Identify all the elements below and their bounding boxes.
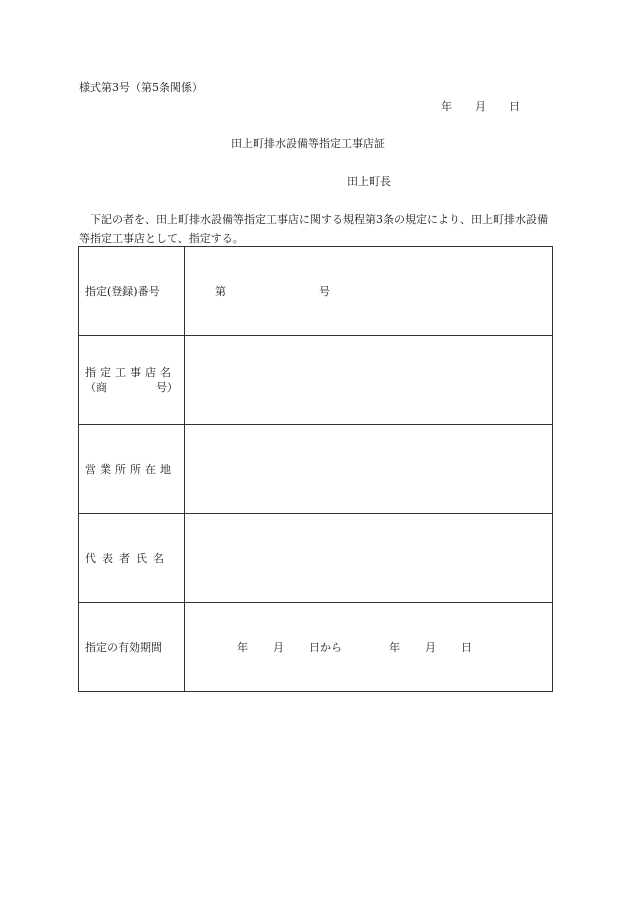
table-row-office-address xyxy=(79,425,553,514)
validity-period-label: 指定の有効期間 xyxy=(79,603,185,692)
validity-to-year: 年 xyxy=(389,641,400,654)
validity-period-value xyxy=(185,603,553,692)
validity-from-day: 日から xyxy=(309,641,342,654)
office-address-value xyxy=(185,425,553,514)
issue-date-month: 月 xyxy=(475,100,486,113)
issuer-name: 田上町長 xyxy=(347,175,391,188)
validity-to-day: 日 xyxy=(461,641,472,654)
certificate-table xyxy=(78,246,553,692)
shop-name-label-line1: 指定工事店名 xyxy=(85,366,175,379)
shop-name-label-line2: （商 号） xyxy=(85,381,178,394)
shop-name-value xyxy=(185,336,553,425)
validity-from-month: 月 xyxy=(273,641,284,654)
shop-name-label xyxy=(79,336,185,425)
table-row-validity-period xyxy=(79,603,553,692)
registration-number-label: 指定(登録)番号 xyxy=(79,247,185,336)
validity-to-month: 月 xyxy=(425,641,436,654)
validity-from-year: 年 xyxy=(237,641,248,654)
document-title: 田上町排水設備等指定工事店証 xyxy=(231,137,385,150)
representative-label: 代表者氏名 xyxy=(79,514,185,603)
issue-date xyxy=(441,100,520,114)
body-text: 下記の者を、田上町排水設備等指定工事店に関する規程第3条の規定により、田上町排水設備等指定工事店として、指定する。 xyxy=(79,213,548,245)
registration-suffix: 号 xyxy=(319,285,330,298)
registration-prefix: 第 xyxy=(215,285,226,298)
registration-number-value xyxy=(185,247,553,336)
table-row-registration-number xyxy=(79,247,553,336)
table-row-shop-name xyxy=(79,336,553,425)
table-row-representative xyxy=(79,514,553,603)
issue-date-year: 年 xyxy=(441,100,452,113)
issue-date-day: 日 xyxy=(509,100,520,113)
office-address-label: 営業所所在地 xyxy=(79,425,185,514)
form-number: 様式第3号（第5条関係） xyxy=(79,81,203,94)
representative-value xyxy=(185,514,553,603)
